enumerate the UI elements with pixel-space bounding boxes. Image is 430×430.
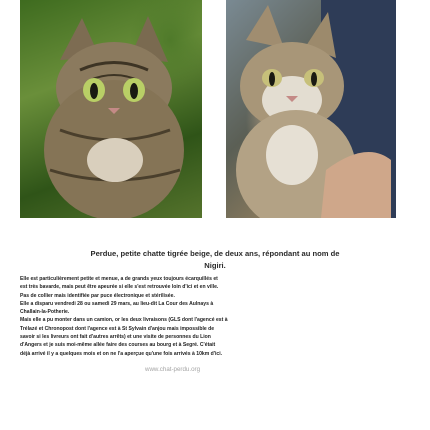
lost-cat-notice bbox=[20, 248, 410, 358]
kitten-illustration bbox=[20, 0, 202, 218]
notice-line: Mais elle a pu monter dans un camion, or les deux livraisons (GLS dont l'agencé est à bbox=[20, 317, 228, 324]
notice-body bbox=[20, 275, 410, 358]
notice-line: Challain-la-Potherie. bbox=[20, 309, 70, 316]
notice-line: d'Angers et je suis moi-même allée faire des courses au bourg et à Segré. C'était bbox=[20, 342, 216, 349]
notice-line: Trélazé et Chronopost dont l'agence est à St Sylvain d'anjou mais impossible de bbox=[20, 325, 215, 332]
notice-line: Elle a disparu vendredi 28 ou samedi 29 mars, au lieu-dit La Cour des Aulnays à bbox=[20, 300, 214, 307]
notice-headline: Perdue, petite chatte tigrée beige, de deux ans, répondant au nom de bbox=[90, 249, 340, 258]
cat-photo bbox=[226, 0, 396, 218]
notice-line: déjà arrivé il y a quelques mois et on ne l'a aperçue qu'une fois arrivés à 10km d'ici. bbox=[20, 350, 223, 357]
cat-name: Nigiri. bbox=[204, 261, 226, 270]
notice-line: Pas de collier mais identifiée par puce électronique et stérilisée. bbox=[20, 292, 175, 299]
kitten-photo bbox=[20, 0, 202, 218]
cat-illustration bbox=[226, 0, 396, 218]
bottom-fade bbox=[0, 404, 430, 430]
notice-line: Elle est particulièrement petite et menue, a de grands yeux toujours écarquillés et bbox=[20, 276, 218, 282]
notice-line: savoir si les livreurs ont fait d'autres arrêts) et une visite de personnes du Lion bbox=[20, 334, 211, 341]
notice-line: est très bavarde, mais peut être apeurée si elle s'est retrouvée loin d'ici et en ville. bbox=[20, 284, 219, 291]
watermark-url: www.chat-perdu.org bbox=[145, 366, 201, 373]
